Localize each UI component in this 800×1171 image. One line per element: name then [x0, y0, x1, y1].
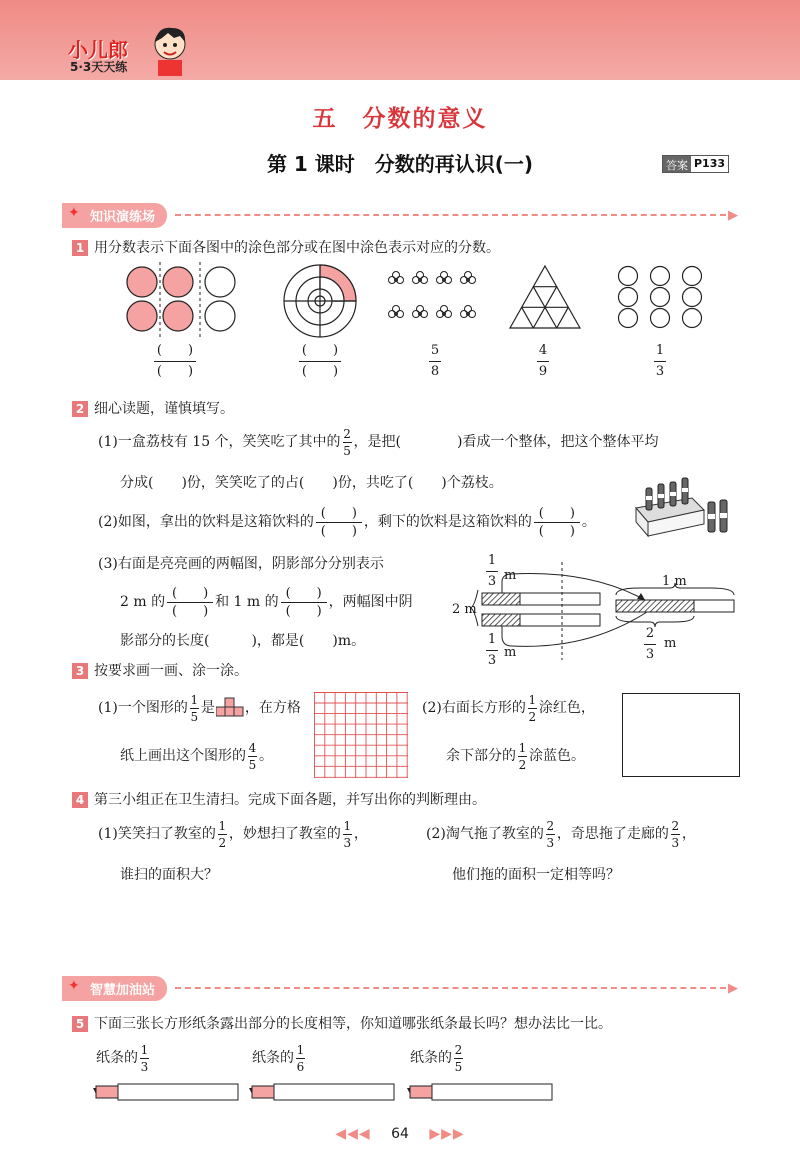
brand-logo: 小儿郎 — [68, 38, 128, 62]
section-title: ✦ 知识演练场 — [62, 203, 167, 228]
fraction-label-5: 1 3 — [655, 343, 665, 379]
brand-subtitle: 5·3天天练 — [70, 60, 128, 74]
fraction-label-4: 4 9 — [538, 343, 548, 379]
diagram-right-fraction: 2 3 — [645, 626, 655, 662]
unit-title: 五 分数的意义 — [312, 106, 488, 132]
fraction: $\frac{1}{3}$ — [140, 1042, 149, 1074]
fraction: $\frac{2}{3}$ — [671, 818, 680, 850]
fraction: $\frac{4}{5}$ — [248, 740, 257, 772]
question-text: 下面三张长方形纸条露出部分的长度相等，你知道哪张纸条最长吗？想办法比一比。 — [94, 1016, 612, 1032]
diagram-unit: m — [504, 568, 517, 583]
triangle-figure[interactable] — [508, 264, 582, 330]
drink-crate-image — [632, 470, 740, 540]
q2-part2: (2)如图，拿出的饮料是这箱饮料的 ( ) ( ) ，剩下的饮料是这箱饮料的 ( ) ( ) 。 — [98, 505, 596, 539]
q2-part3-line3[interactable]: 影部分的长度( )，都是( )m。 — [120, 633, 366, 649]
paper-strip-3[interactable] — [404, 1076, 554, 1106]
answer-reference[interactable] — [662, 155, 729, 173]
rectangle-to-color[interactable] — [622, 693, 740, 777]
target-figure[interactable] — [281, 262, 359, 340]
section-banner-practice — [62, 203, 738, 227]
diagram-one-m: 1 m — [662, 574, 687, 589]
prev-arrows-icon[interactable]: ◀◀◀ — [335, 1126, 371, 1142]
section-title: ✦ 智慧加油站 — [62, 976, 167, 1001]
q2-part1-line1: (1)一盒荔枝有 15 个，笑笑吃了其中的 $\frac{2}{5}$ ，是把( )看成一个整体，把这个整体平均 — [98, 426, 659, 458]
fraction-answer-1[interactable]: ( ) ( ) — [150, 343, 200, 380]
grid-paper[interactable] — [314, 692, 408, 778]
question-number: 2 — [72, 401, 88, 417]
blank-fraction[interactable]: ( ) ( ) — [281, 586, 327, 619]
circles-figure[interactable] — [120, 262, 240, 338]
fraction-answer-2[interactable]: ( ) ( ) — [295, 343, 345, 380]
q4-part1-line2: 谁扫的面积大？ — [120, 867, 218, 883]
question-5 — [72, 1013, 612, 1033]
q2-part1-line2[interactable]: 分成( )份，笑笑吃了的占( )份，共吃了( )个荔枝。 — [120, 475, 503, 491]
question-number: 5 — [72, 1016, 88, 1032]
fraction: $\frac{1}{2}$ — [518, 740, 527, 772]
diagram-unit: m — [504, 645, 517, 660]
diagram-unit: m — [664, 636, 677, 651]
question-2 — [72, 398, 234, 418]
spark-icon: ✦ — [68, 977, 80, 994]
spark-icon: ✦ — [68, 204, 80, 221]
q4-part2-line2: 他们拖的面积一定相等吗？ — [452, 867, 620, 883]
question-text: 细心读题，谨慎填写。 — [94, 401, 234, 417]
lesson-title: 第 1 课时 分数的再认识(一) — [266, 152, 534, 176]
fraction: $\frac{1}{5}$ — [190, 692, 199, 724]
q3-part1-line1: (1)一个图形的 $\frac{1}{5}$ 是 ，在方格 — [98, 692, 301, 724]
fraction: $\frac{1}{2}$ — [528, 692, 537, 724]
strip-label-1: 纸条的 $\frac{1}{3}$ — [96, 1042, 149, 1074]
q2-part3-line1: (3)右面是亮亮画的两幅图，阴影部分分别表示 — [98, 556, 384, 572]
next-arrows-icon[interactable]: ▶▶▶ — [429, 1126, 465, 1142]
fraction: $\frac{1}{2}$ — [218, 818, 227, 850]
diagram-two-m: 2 m — [452, 602, 477, 617]
flowers-figure[interactable] — [386, 268, 486, 332]
arrow-icon: ▶ — [728, 980, 738, 996]
q4-part2-line1: (2)淘气拖了教室的 $\frac{2}{3}$ ，奇思拖了走廊的 $\frac{2}{3}$ ， — [426, 818, 696, 850]
fraction: $\frac{1}{3}$ — [343, 818, 352, 850]
nine-circles-figure[interactable] — [614, 264, 706, 330]
answer-label: 答案 — [663, 156, 691, 172]
paper-strip-2[interactable] — [246, 1076, 396, 1106]
fraction: $\frac{1}{6}$ — [296, 1042, 305, 1074]
diagram-top-fraction: 1 3 — [487, 553, 497, 589]
paper-strip-1[interactable] — [90, 1076, 240, 1106]
header-band — [0, 0, 800, 80]
fraction: $\frac{2}{5}$ — [454, 1042, 463, 1074]
shape-piece-icon — [216, 697, 244, 719]
strip-label-3: 纸条的 $\frac{2}{5}$ — [410, 1042, 463, 1074]
page-number: 64 — [391, 1126, 409, 1142]
q4-part1-line1: (1)笑笑扫了教室的 $\frac{1}{2}$ ，妙想扫了教室的 $\frac{1}{3}$ ， — [98, 818, 368, 850]
question-4 — [72, 789, 486, 809]
question-3 — [72, 660, 248, 680]
blank-fraction[interactable]: ( ) ( ) — [316, 506, 362, 539]
question-number: 3 — [72, 663, 88, 679]
divider — [175, 987, 726, 989]
q2-part3-line2: 2 m 的 ( ) ( ) 和 1 m 的 ( ) ( ) ，两幅图中阴 — [120, 585, 413, 619]
strip-label-2: 纸条的 $\frac{1}{6}$ — [252, 1042, 305, 1074]
question-number: 1 — [72, 240, 88, 256]
answer-page: P133 — [691, 156, 728, 172]
question-text: 第三小组正在卫生清扫。完成下面各题，并写出你的判断理由。 — [94, 792, 486, 808]
divider — [175, 214, 726, 216]
q3-part2-line2: 余下部分的 $\frac{1}{2}$ 涂蓝色。 — [446, 740, 585, 772]
diagram-bottom-fraction: 1 3 — [487, 632, 497, 668]
question-text: 用分数表示下面各图中的涂色部分或在图中涂色表示对应的分数。 — [94, 240, 500, 256]
question-1 — [72, 237, 500, 257]
mascot-icon — [148, 24, 192, 76]
question-number: 4 — [72, 792, 88, 808]
q3-part2-line1: (2)右面长方形的 $\frac{1}{2}$ 涂红色， — [422, 692, 595, 724]
fraction: $\frac{2}{3}$ — [546, 818, 555, 850]
arrow-icon: ▶ — [728, 207, 738, 223]
page-footer — [0, 1126, 800, 1142]
fraction-label-3: 5 8 — [430, 343, 440, 379]
blank-fraction[interactable]: ( ) ( ) — [534, 506, 580, 539]
section-banner-challenge — [62, 976, 738, 1000]
q3-part1-line2: 纸上画出这个图形的 $\frac{4}{5}$ 。 — [120, 740, 273, 772]
blank-fraction[interactable]: ( ) ( ) — [167, 586, 213, 619]
fraction: $\frac{2}{5}$ — [343, 426, 351, 458]
question-text: 按要求画一画、涂一涂。 — [94, 663, 248, 679]
